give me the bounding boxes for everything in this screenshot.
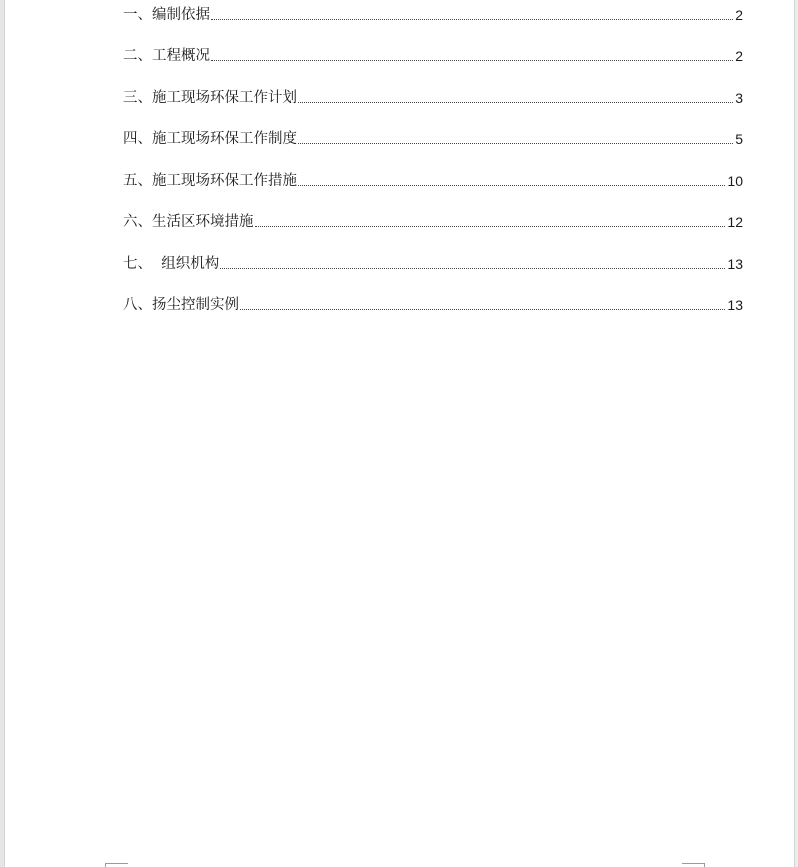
toc-entry-3[interactable] — [123, 83, 743, 107]
toc-entry-2[interactable] — [123, 41, 743, 65]
toc-entry-title: 一、编制依据 — [123, 7, 210, 23]
toc-dot-leader — [298, 185, 725, 186]
toc-entry-title: 八、扬尘控制实例 — [123, 297, 239, 313]
toc-entry-page: 2 — [735, 48, 743, 64]
toc-entry-page: 13 — [727, 256, 743, 272]
toc-entry-page: 12 — [727, 214, 743, 230]
toc-dot-leader — [298, 143, 733, 144]
toc-entry-title: 三、施工现场环保工作计划 — [123, 90, 297, 106]
toc-entry-page: 3 — [735, 90, 743, 106]
toc-entry-title: 二、工程概况 — [123, 48, 210, 64]
toc-dot-leader — [211, 19, 733, 20]
toc-dot-leader — [255, 226, 726, 227]
toc-entry-8[interactable] — [123, 290, 743, 314]
toc-entry-title: 四、施工现场环保工作制度 — [123, 131, 297, 147]
toc-dot-leader — [240, 309, 725, 310]
toc-dot-leader — [220, 268, 725, 269]
toc-entry-title: 五、施工现场环保工作措施 — [123, 173, 297, 189]
toc-entry-1[interactable] — [123, 0, 743, 24]
document-page — [4, 0, 795, 867]
toc-entry-page: 10 — [727, 173, 743, 189]
page-corner-mark-left — [105, 863, 128, 867]
toc-entry-title: 六、生活区环境措施 — [123, 214, 254, 230]
page-corner-mark-right — [682, 863, 705, 867]
toc-entry-page: 13 — [727, 297, 743, 313]
toc-entry-6[interactable] — [123, 207, 743, 231]
toc-entry-7[interactable] — [123, 249, 743, 273]
toc-entry-4[interactable] — [123, 124, 743, 148]
toc-entry-title: 七、 组织机构 — [123, 256, 220, 272]
toc-entry-page: 2 — [735, 7, 743, 23]
toc-entry-5[interactable] — [123, 166, 743, 190]
toc-dot-leader — [211, 60, 733, 61]
toc-dot-leader — [298, 102, 733, 103]
toc-entry-page: 5 — [735, 131, 743, 147]
